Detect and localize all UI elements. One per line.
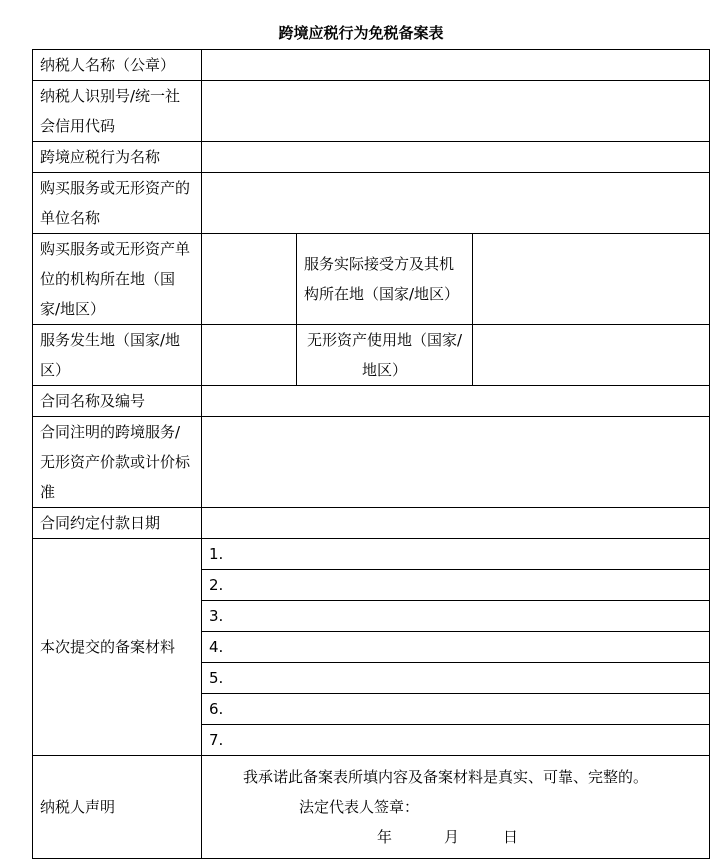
row-contract-name [33,386,710,417]
material-row [33,539,710,570]
taxpayer-name-field[interactable] [202,50,710,81]
declaration-label: 纳税人声明 [33,756,202,859]
cross-border-act-field[interactable] [202,142,710,173]
day-label: 日 [503,828,519,846]
contract-price-label: 合同注明的跨境服务/无形资产价款或计价标准 [33,417,202,508]
contract-price-field[interactable] [202,417,710,508]
row-declaration [33,756,710,859]
signature-label: 法定代表人签章： [299,798,420,816]
row-locations [33,234,710,325]
cross-border-act-label: 跨境应税行为名称 [33,142,202,173]
row-contract-price [33,417,710,508]
taxpayer-name-label: 纳税人名称（公章） [33,50,202,81]
month-label: 月 [444,828,460,846]
row-buyer-name [33,173,710,234]
materials-label: 本次提交的备案材料 [33,539,202,756]
material-item-7[interactable]: 7. [202,725,710,756]
buyer-name-field[interactable] [202,173,710,234]
contract-name-field[interactable] [202,386,710,417]
payment-date-label: 合同约定付款日期 [33,508,202,539]
material-item-1[interactable]: 1. [202,539,710,570]
row-service-place [33,325,710,386]
form-title: 跨境应税行为免税备案表 [278,24,444,42]
buyer-name-label: 购买服务或无形资产的单位名称 [33,173,202,234]
material-item-5[interactable]: 5. [202,663,710,694]
filing-form-table [32,49,710,859]
buyer-location-label: 购买服务或无形资产单位的机构所在地（国家/地区） [33,234,202,325]
service-place-label: 服务发生地（国家/地区） [33,325,202,386]
taxpayer-id-label: 纳税人识别号/统一社会信用代码 [33,81,202,142]
row-payment-date [33,508,710,539]
service-receiver-location-label: 服务实际接受方及其机构所在地（国家/地区） [297,234,473,325]
intangible-use-place-field[interactable] [473,325,710,386]
row-taxpayer-name [33,50,710,81]
taxpayer-id-field[interactable] [202,81,710,142]
buyer-location-field[interactable] [202,234,297,325]
payment-date-field[interactable] [202,508,710,539]
material-item-4[interactable]: 4. [202,632,710,663]
service-place-field[interactable] [202,325,297,386]
row-cross-border-act [33,142,710,173]
year-label: 年 [377,828,393,846]
date-line [209,822,702,852]
declaration-statement: 我承诺此备案表所填内容及备案材料是真实、可靠、完整的。 [243,768,649,786]
declaration-cell [202,756,710,859]
material-item-3[interactable]: 3. [202,601,710,632]
intangible-use-place-label: 无形资产使用地（国家/地区） [297,325,473,386]
contract-name-label: 合同名称及编号 [33,386,202,417]
material-item-6[interactable]: 6. [202,694,710,725]
service-receiver-location-field[interactable] [473,234,710,325]
row-taxpayer-id [33,81,710,142]
material-item-2[interactable]: 2. [202,570,710,601]
